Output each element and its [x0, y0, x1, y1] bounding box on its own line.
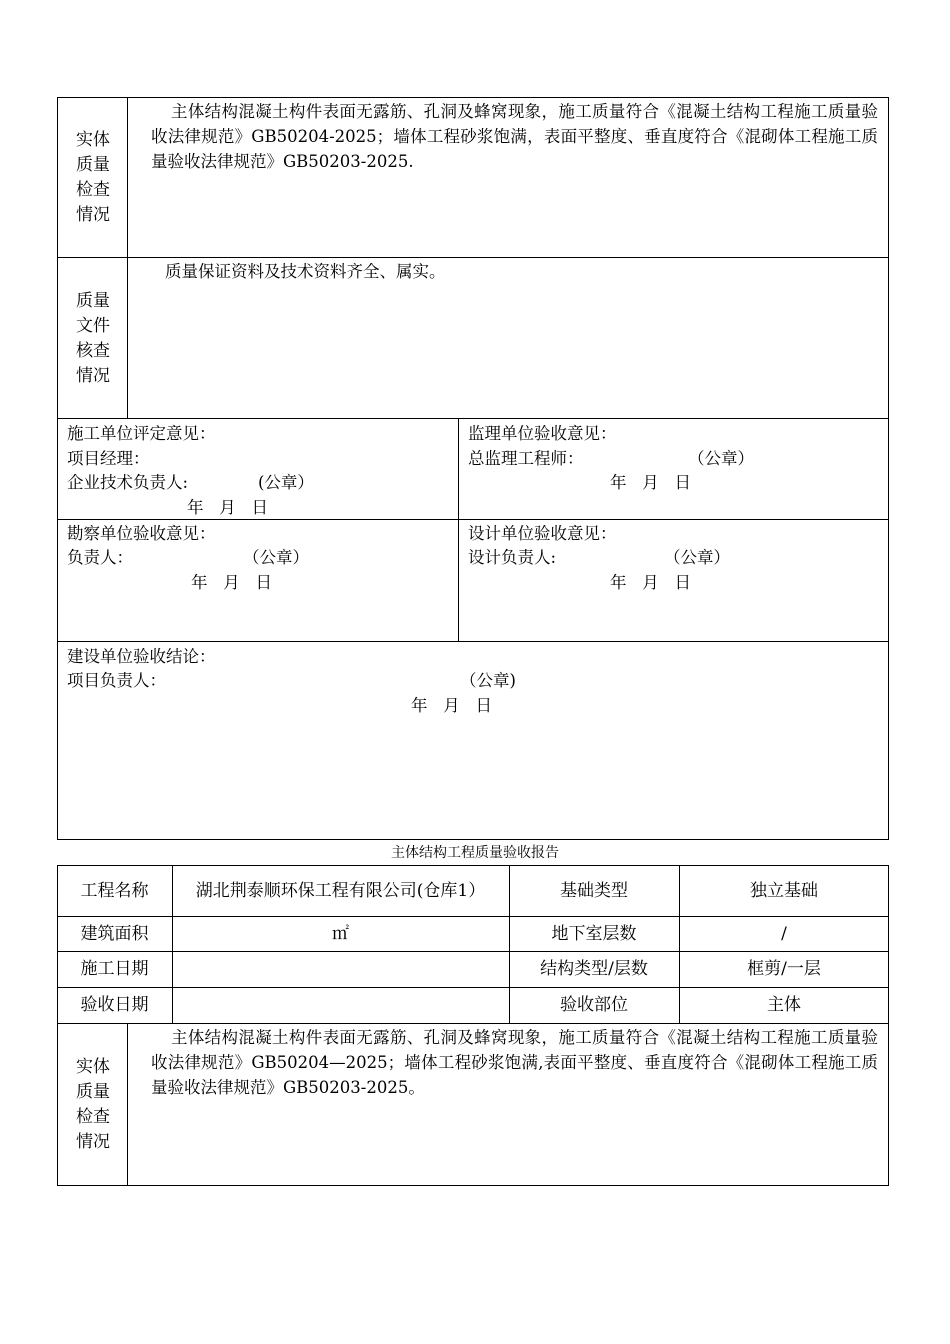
chief-engineer-label: 总监理工程师：	[468, 449, 584, 468]
survey-lead-label: 负责人：	[67, 548, 133, 567]
project-name-value: 湖北荆泰顺环保工程有限公司(仓库1）	[195, 880, 486, 901]
report-entity-quality-text: 主体结构混凝土构件表面无露筋、孔洞及蜂窝现象，施工质量符合《混凝土结构工程施工质量验收法律规范》GB50204—2025；墙体工程砂浆饱满,表面平整度、垂直度符合《混砌体工程施工质量验收法律规范》GB50203-2025。	[151, 1028, 878, 1097]
construction-opinion-title: 施工单位评定意见：	[67, 424, 216, 443]
basement-floors-label: 地下室层数	[551, 923, 637, 944]
design-lead-label: 设计负责人:	[468, 548, 557, 567]
entity-quality-label: 实体质量检查情况	[76, 130, 110, 225]
divider	[57, 641, 889, 642]
tech-lead-label: 企业技术负责人:	[67, 473, 189, 492]
acceptance-date-value	[172, 987, 509, 1023]
design-seal: （公章）	[664, 548, 730, 567]
construction-date: 年 月 日	[187, 498, 268, 517]
document-check-text: 质量保证资料及技术资料齐全、属实。	[165, 262, 446, 281]
building-area-value: ㎡	[332, 923, 349, 944]
owner-date: 年 月 日	[411, 696, 492, 715]
divider	[127, 1023, 128, 1186]
supervision-seal: （公章）	[688, 449, 754, 468]
acceptance-part-value: 主体	[767, 995, 801, 1015]
supervision-date: 年 月 日	[610, 473, 691, 492]
divider	[57, 1023, 889, 1024]
document-check-label: 质量文件核查情况	[76, 291, 110, 386]
divider	[458, 418, 459, 641]
owner-lead-label: 项目负责人：	[67, 671, 166, 690]
survey-date: 年 月 日	[191, 573, 272, 592]
construction-seal: (公章）	[258, 473, 314, 492]
divider	[57, 418, 889, 419]
structure-type-value: 框剪/一层	[747, 959, 821, 979]
supervision-opinion-title: 监理单位验收意见：	[468, 424, 617, 443]
owner-conclusion-title: 建设单位验收结论：	[67, 647, 216, 666]
survey-opinion-title: 勘察单位验收意见：	[67, 524, 216, 543]
divider	[57, 519, 889, 520]
construction-date-value	[172, 951, 509, 987]
design-opinion-title: 设计单位验收意见：	[468, 524, 617, 543]
report-entity-quality-label: 实体质量检查情况	[76, 1057, 110, 1152]
divider	[57, 257, 889, 258]
design-date: 年 月 日	[610, 573, 691, 592]
foundation-type-label: 基础类型	[560, 880, 628, 901]
entity-quality-text: 主体结构混凝土构件表面无露筋、孔洞及蜂窝现象，施工质量符合《混凝土结构工程施工质量验收法律规范》GB50204-2025；墙体工程砂浆饱满，表面平整度、垂直度符合《混砌体工程施工质量验收法律规范》GB50203-2025.	[151, 102, 878, 171]
basement-floors-value: /	[781, 923, 787, 944]
acceptance-part-label: 验收部位	[560, 995, 628, 1015]
construction-date-label: 施工日期	[80, 959, 149, 979]
building-area-label: 建筑面积	[80, 923, 149, 944]
project-manager-label: 项目经理：	[67, 449, 150, 468]
structure-type-label: 结构类型/层数	[540, 959, 648, 979]
divider	[127, 97, 128, 418]
foundation-type-value: 独立基础	[750, 880, 818, 901]
report-title: 主体结构工程质量验收报告	[391, 845, 559, 861]
acceptance-date-label: 验收日期	[80, 995, 149, 1015]
owner-seal: （公章)	[460, 671, 516, 690]
survey-seal: （公章）	[243, 548, 309, 567]
project-name-label: 工程名称	[80, 880, 149, 901]
